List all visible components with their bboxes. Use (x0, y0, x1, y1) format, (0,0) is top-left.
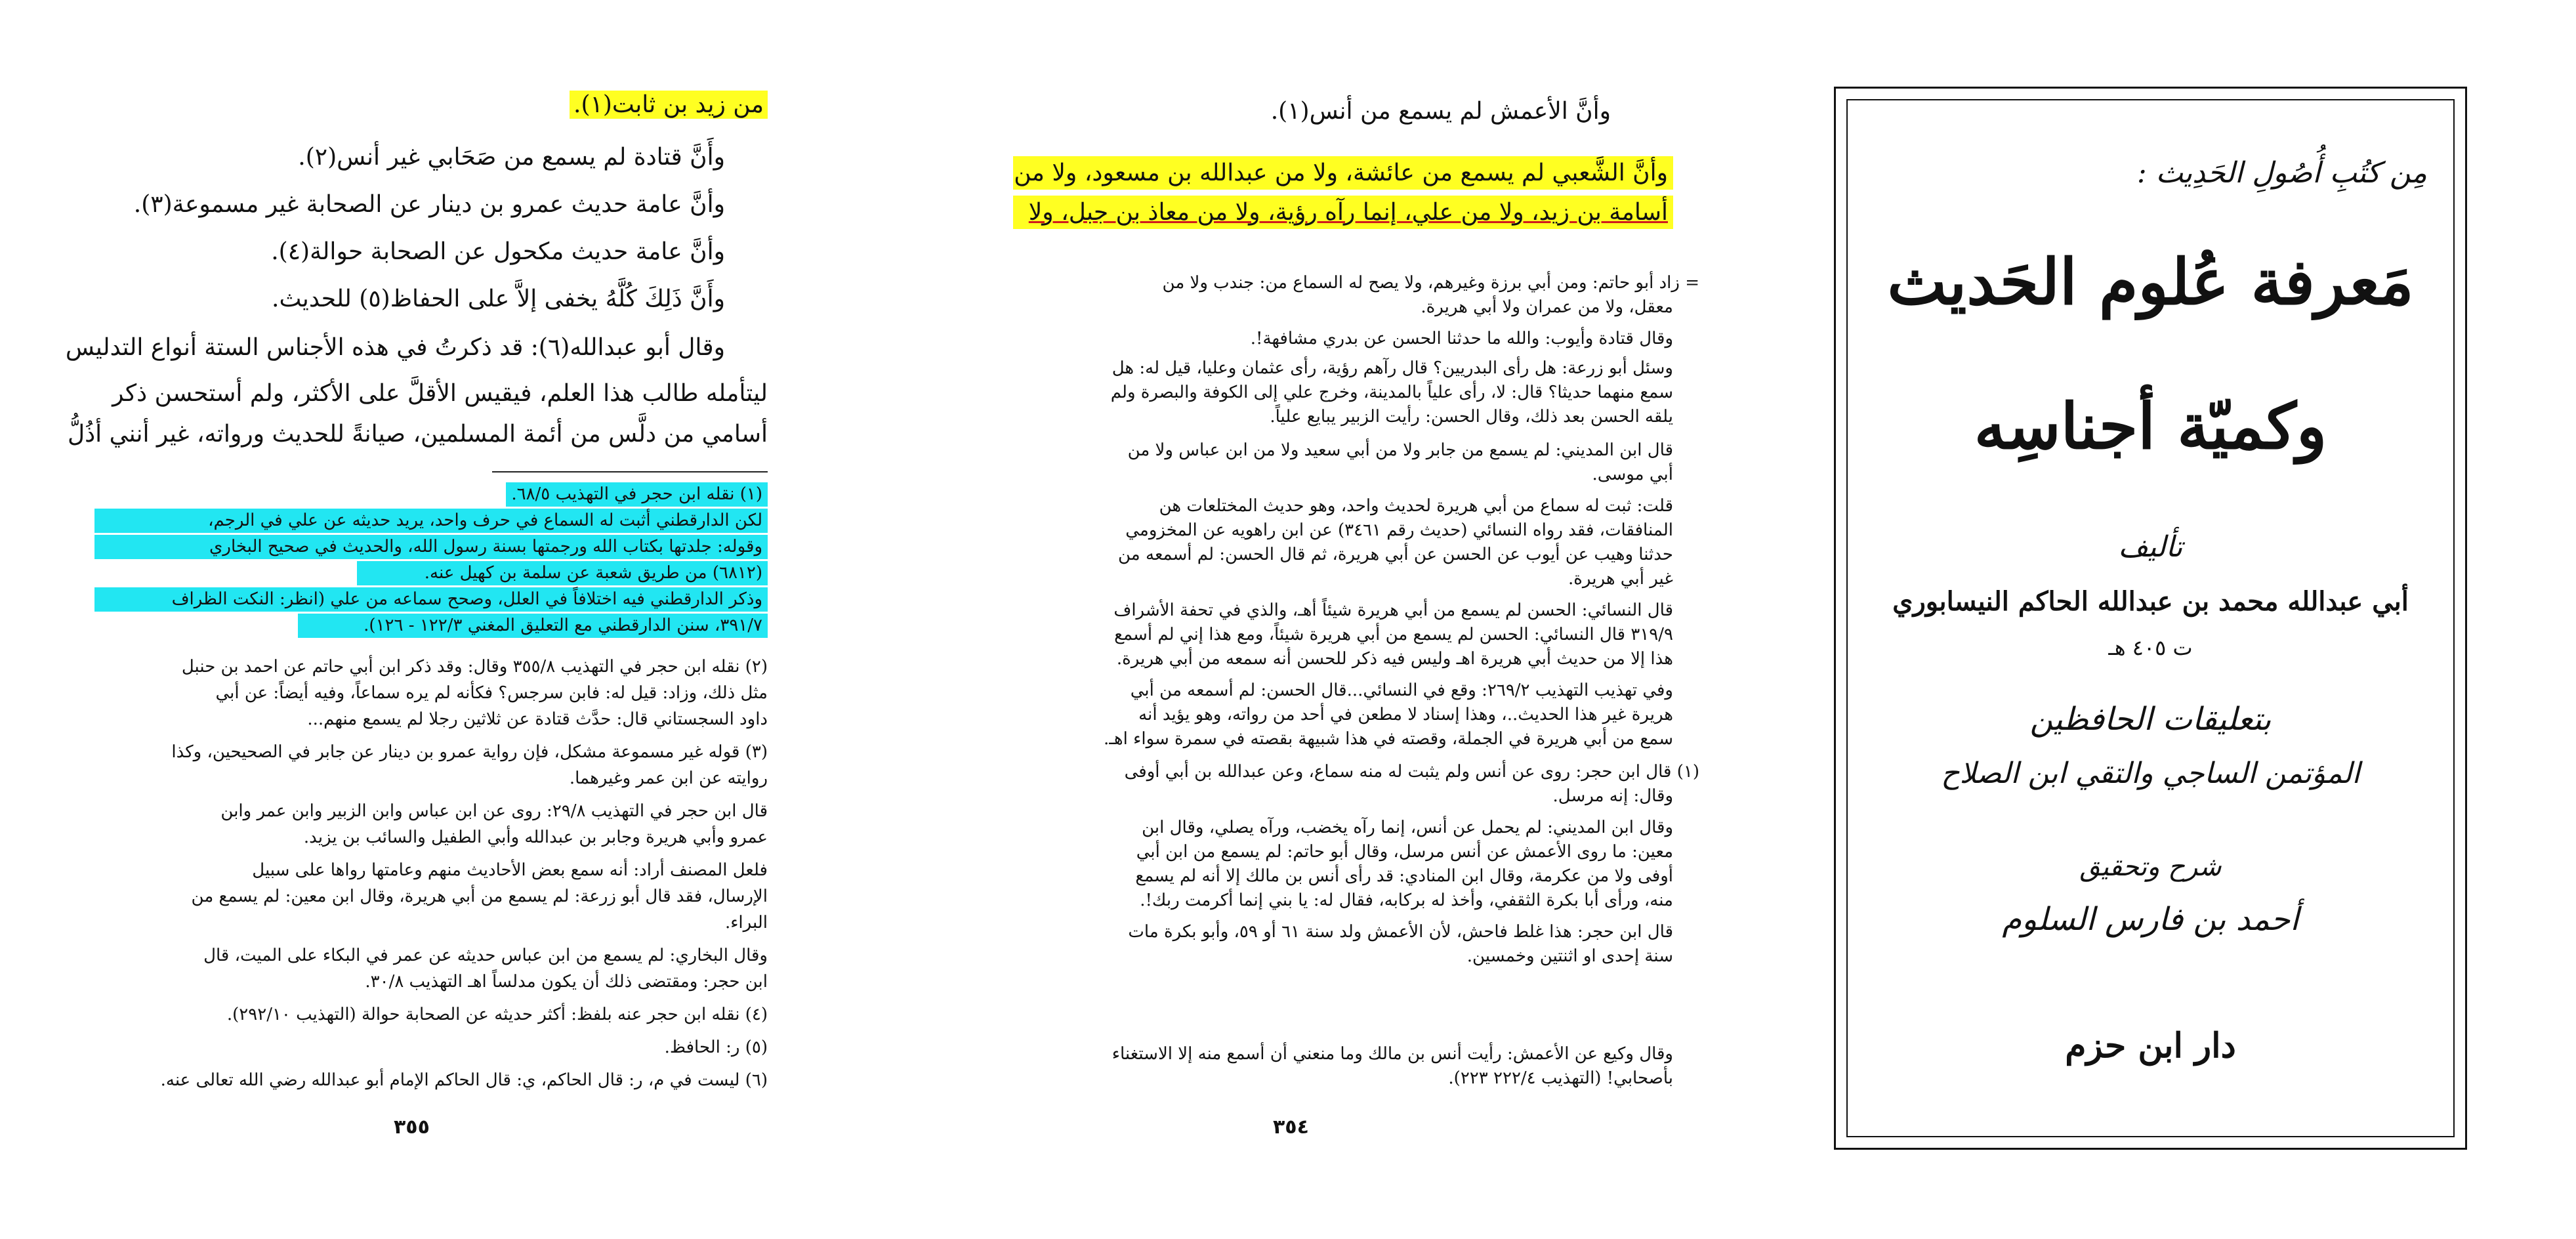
footnote-3-line-8: وقال البخاري: لم يسمع من ابن عباس حديثه عن عمر في البكاء على الميت، قال (203, 946, 768, 965)
main-line-8: أسامي من دلَّس من أئمة المسلمين، صيانةً للحديث ورواته، غير أنني أذُلُّ (67, 421, 768, 448)
footnote-1-line-5: وذكر الدارقطني فيه اختلافاً في العلل، وصحح سماعه من علي (انظر: النكت الظراف (94, 587, 768, 612)
footnote-6: (٦) ليست في م، ر: قال الحاكم، ي: قال الحاكم الإمام أبو عبدالله رضي الله تعالى عنه. (160, 1070, 768, 1090)
footnote-2-line-1: (٢) نقله ابن حجر في التهذيب ٣٥٥/٨ وقال: وقد ذكر ابن أبي حاتم عن احمد بن حنبل (181, 657, 768, 677)
footnote-line-16: وفي تهذيب التهذيب ٢٦٩/٢: وقع في النسائي...قال الحسن: لم أسمعه من أبي (1130, 681, 1673, 700)
footnote-line-21: وقال ابن المديني: لم يحمل عن أنس، إنما رآه يخضب، ورآه يصلي، وقال ابن (1142, 818, 1673, 837)
footnote-line-19: (١) قال ابن حجر: روى عن أنس ولم يثبت له منه سماع، وعن عبدالله بن أبي أوفى (1124, 762, 1699, 782)
cover-annotations-line-1: بتعليقات الحافظين (2029, 701, 2272, 738)
footnote-line-24: منه، ورأى أبا بكرة الثقفي، وأخذ له بركابه، فقال له: يا بني إنما أكرمت ربك!. (1140, 891, 1673, 910)
main-line-3 (1013, 196, 1673, 229)
footnote-line-14: ٣١٩/٩ قال النسائي: الحسن لم يسمع من أبي هريرة شيئاً، ومع هذا إني لم أسمع (1114, 625, 1673, 644)
page-number-354: ٣٥٤ (1273, 1116, 1309, 1139)
main-line-3: وأنَّ عامة حديث عمرو بن دينار عن الصحابة غير مسموعة(٣). (133, 191, 725, 218)
footnote-line-20: وقال: إنه مرسل. (1552, 786, 1673, 806)
cover-editor-name: أحمد بن فارس السلوم (2002, 901, 2299, 938)
footnote-line-27: وقال وكيع عن الأعمش: رأيت أنس بن مالك وما منعني أن أسمع منه إلا الاستغناء (1111, 1044, 1673, 1064)
footnote-1-line-2: لكن الدارقطني أثبت له السماع في حرف واحد، يريد حديثه عن علي في الرجم، (94, 509, 768, 533)
footnote-line-28: بأصحابي! (التهذيب ٢٢٢/٤ ٢٢٣). (1448, 1068, 1673, 1088)
footnote-line-5: سمع منهما حديثا؟ قال: لا، رأى علياً بالمدينة، وخرج علي إلى الكوفة والبصرة ولم (1110, 383, 1673, 402)
footnote-line-8: أبي موسى. (1592, 465, 1673, 484)
page-354 (932, 0, 1713, 1239)
cover-editor-label: شرح وتحقيق (2079, 852, 2222, 882)
footnote-line-26: سنة إحدى او اثنتين وخمسين. (1466, 946, 1673, 966)
footnote-line-15: هذا إلا من حديث أبي هريرة اهـ وليس فيه ذكر للحسن أنه سمعه من أبي هريرة. (1116, 649, 1673, 669)
page-355 (0, 0, 787, 1239)
footnote-line-22: معين: ما روى الأعمش عن أنس مرسل، وقال أبو حاتم: لم يسمع من ابن أبي (1136, 842, 1673, 862)
main-line-1: من زيد بن ثابت(١). (570, 91, 768, 119)
cover-death-date: ت ٤٠٥ هـ (2108, 635, 2193, 660)
main-line-3-text: أسامة بن زيد، ولا من علي، إنما رآه رؤية، ولا من معاذ بن جبل، ولا (1028, 199, 1668, 226)
cover-inner-border (1846, 99, 2455, 1137)
footnote-line-10: المنافقات، فقد رواه النسائي (حديث رقم ٣٤٦١) عن ابن راهويه عن المخزومي (1125, 520, 1673, 540)
footnote-line-13: قال النسائي: الحسن لم يسمع من أبي هريرة شيئاً أهـ، والذي في تحفة الأشراف (1113, 600, 1673, 620)
footnote-1-line-3: وقوله: جلدتها بكتاب الله ورجمتها بسنة رسول الله، والحديث في صحيح البخاري (94, 535, 768, 559)
footnote-line-2: معقل، ولا من عمران ولا أبي هريرة. (1421, 297, 1673, 317)
footnote-1-line-6: ٣٩١/٧، سنن الدارقطني مع التعليق المغني ١٢٢/٣ - ١٢٦). (298, 614, 768, 638)
cover-series: مِن كتُبِ أُصُولِ الحَدِيث : (2136, 156, 2427, 190)
footnote-line-6: يلقه الحسن بعد ذلك، وقال الحسن: رأيت الزبير يبايع علياً. (1270, 407, 1673, 427)
footnote-line-25: قال ابن حجر: هذا غلط فاحش، لأن الأعمش ولد سنة ٦١ أو ٥٩، وأبو بكرة مات (1128, 922, 1673, 942)
footnote-line-3: وقال قتادة وأيوب: والله ما حدثنا الحسن عن بدري مشافهة!. (1250, 329, 1673, 348)
footnote-rule (492, 471, 768, 472)
cover-annotations-line-2: المؤتمن الساجي والتقي ابن الصلاح (1941, 757, 2360, 790)
cover-title-line-2: وكميّة أجناسِه (1974, 389, 2327, 463)
page-number-355: ٣٥٥ (394, 1116, 430, 1139)
main-line-6: وقال أبو عبدالله(٦): قد ذكرتُ في هذه الأجناس الستة أنواع التدليس (65, 334, 725, 361)
cover-publisher-logo: دار ابن حزم (2065, 1026, 2236, 1066)
footnote-line-18: سمع من أبي هريرة في الجملة، وقصته في هذا شبيهة بقصته في سمرة سواء اهـ. (1104, 729, 1673, 749)
footnote-3-line-9: ابن حجر: ومقتضى ذلك أن يكون مدلساً اهـ التهذيب ٣٠/٨. (365, 972, 768, 992)
footnote-line-9: قلت: ثبت له سماع من أبي هريرة لحديث واحد، وهو حديث المختلعات هن (1159, 496, 1673, 516)
main-line-2: وأَنَّ قتادة لم يسمع من صَحَابي غير أنس(٢). (298, 144, 725, 171)
footnote-3-line-4: عمرو وأبي هريرة وجابر بن عبدالله وأبي الطفيل والسائب بن يزيد. (303, 828, 768, 847)
cover-author-name: أبي عبدالله محمد بن عبدالله الحاكم النيسابوري (1892, 586, 2409, 617)
footnote-line-12: غير أبي هريرة. (1568, 569, 1673, 589)
footnote-line-4: وسئل أبو زرعة: هل رأى البدريين؟ قال رآهم رؤية، رأى عثمان وعليا، قيل له: هل (1111, 358, 1673, 378)
main-line-4: وأنَّ عامة حديث مكحول عن الصحابة حوالة(٤). (271, 238, 725, 265)
footnote-3-line-6: الإرسال، فقد قال أبو زرعة: لم يسمع من أبي هريرة، وقال ابن معين: لم يسمع من (191, 887, 768, 906)
main-line-7: ليتأمله طالب هذا العلم، فيقيس الأقلَّ على الأكثر، ولم أستحسن ذكر (112, 380, 768, 407)
footnote-line-23: أوفى ولا من عكرمة، وقال ابن المنادي: قد رأى أنس بن مالك إلا أنه لم يسمع (1135, 866, 1673, 886)
footnote-1-line-1: (١) نقله ابن حجر في التهذيب ٦٨/٥. (506, 482, 768, 507)
footnote-3-line-1: (٣) قوله غير مسموعة مشكل، فإن رواية عمرو بن دينار عن جابر في الصحيحين، وكذا (171, 742, 768, 762)
cover-title-line-1: مَعرفة عُلوم الحَديث (1887, 245, 2414, 319)
footnote-3-line-5: فلعل المصنف أراد: أنه سمع بعض الأحاديث منهم وعامتها رواها على سبيل (252, 860, 768, 880)
footnote-2-line-3: داود السجستاني قال: حدَّث قتادة عن ثلاثين رجلا لم يسمع منهم... (307, 709, 768, 729)
footnote-1-line-4: (٦٨١٢) من طريق شعبة عن سلمة بن كهيل عنه. (357, 561, 768, 585)
main-line-2: وأنَّ الشَّعبي لم يسمع من عائشة، ولا من عبدالله بن مسعود، ولا من (1013, 156, 1673, 190)
footnote-3-line-2: روايته عن ابن عمر وغيرهما. (569, 768, 768, 788)
footnote-2-line-2: مثل ذلك، وزاد: قيل له: فابن سرجس؟ فكأنه لم يره سماعاً، وفيه أيضاً: عن أبي (215, 683, 768, 703)
footnote-3-line-3: قال ابن حجر في التهذيب ٢٩/٨: روى عن ابن عباس وابن الزبير وابن عمر وابن (220, 801, 768, 821)
footnote-3-line-7: البراء. (724, 913, 768, 933)
footnote-line-7: قال ابن المديني: لم يسمع من جابر ولا من أبي سعيد ولا من ابن عباس ولا من (1127, 440, 1673, 460)
main-line-1: وأنَّ الأعمش لم يسمع من أنس(١). (1270, 98, 1611, 125)
book-cover (1834, 87, 2467, 1150)
cover-author-label: تأليف (2118, 530, 2183, 564)
footnote-line-17: هريرة غير هذا الحديث..، وهذا إسناد لا مطعن في أحد من رواته، وهو يؤيد أنه (1138, 705, 1673, 724)
footnote-5: (٥) ر: الحافظ. (664, 1038, 768, 1057)
footnote-4: (٤) نقله ابن حجر عنه بلفظ: أكثر حديثه عن الصحابة حوالة (التهذيب ٢٩٢/١٠). (226, 1005, 768, 1024)
footnote-line-1: = زاد أبو حاتم: ومن أبي برزة وغيرهم، ولا يصح له السماع من: جندب ولا من (1162, 273, 1699, 293)
footnote-line-11: حدثنا وهيب عن أيوب عن الحسن عن أبي هريرة، ثم قال الحسن: لم أسمعه من (1118, 545, 1673, 564)
main-line-5: وأَنَّ ذَلِكَ كُلَّهُ يخفى إلاَّ على الحفاظ(٥) للحديث. (272, 285, 725, 312)
